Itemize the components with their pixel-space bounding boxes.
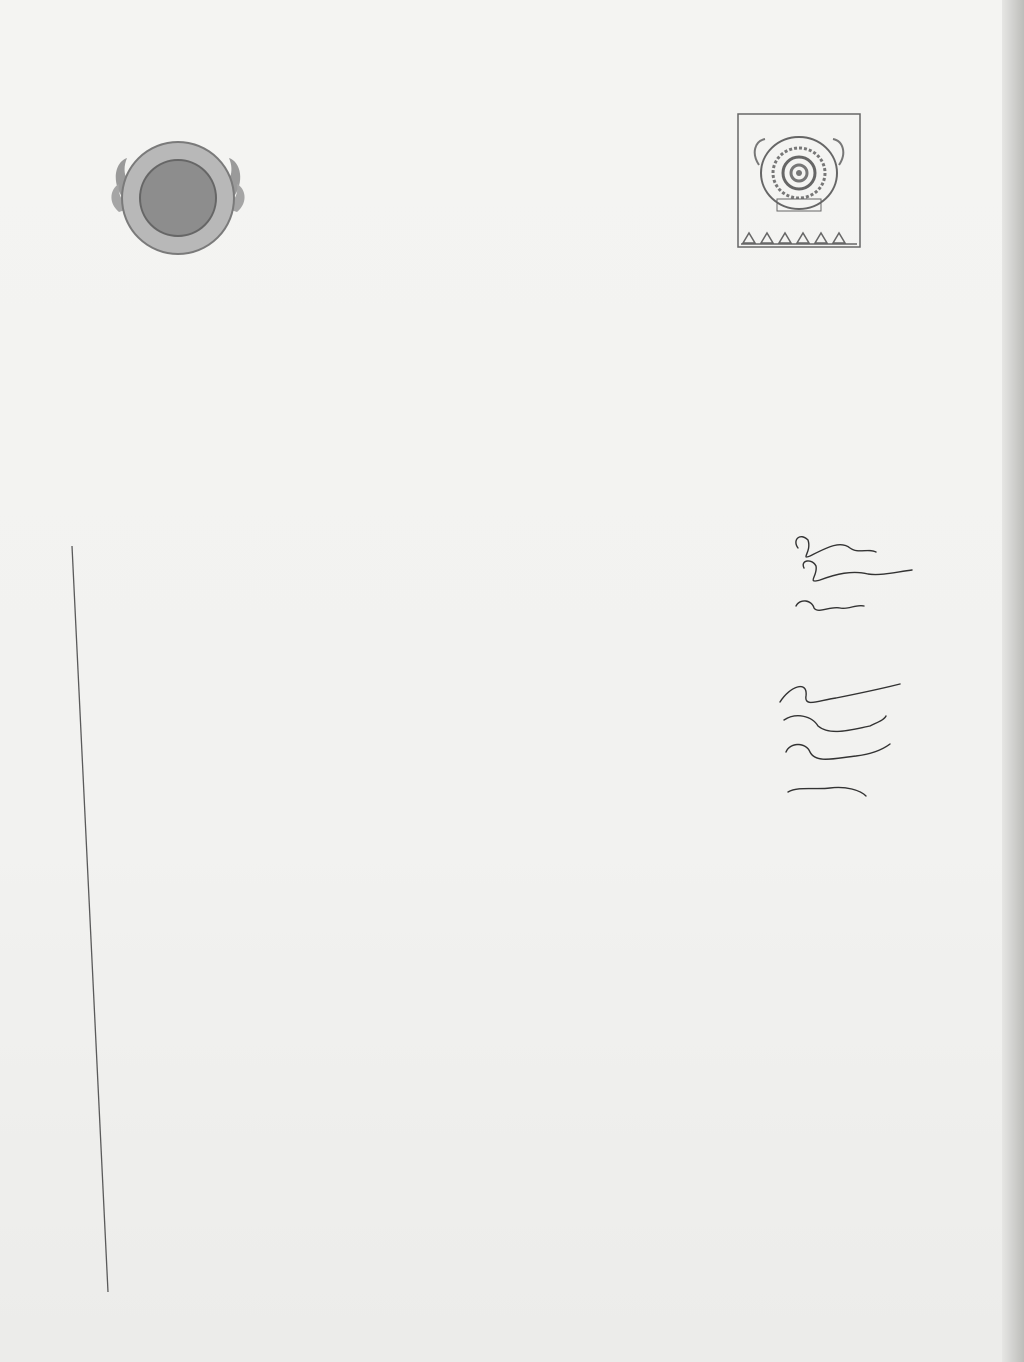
signature-row-1 — [796, 537, 876, 557]
signature-marks — [780, 537, 912, 796]
signature-row-7 — [784, 716, 886, 732]
signature-row-9 — [788, 787, 866, 796]
signature-row-6 — [780, 684, 900, 702]
signature-row-2 — [803, 561, 912, 581]
signature-row-3 — [796, 601, 864, 610]
signature-row-8 — [786, 744, 890, 759]
